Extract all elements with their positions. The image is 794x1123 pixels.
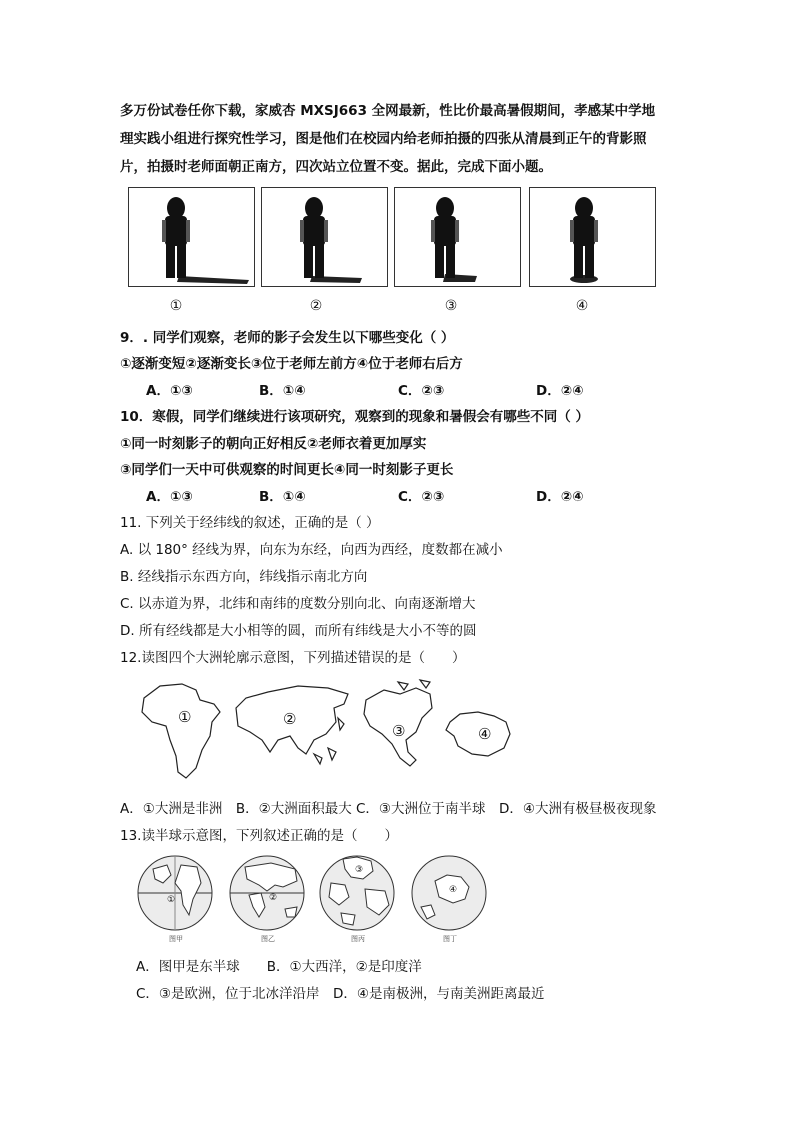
q12-stem: 12.读图四个大洲轮廓示意图，下列描述错误的是（ ） xyxy=(120,650,466,666)
globe-yi xyxy=(230,856,304,930)
shadow-photo-3 xyxy=(394,187,521,287)
q13-options-line-2[interactable]: C．③是欧洲，位于北冰洋沿岸 D．④是南极洲，与南美洲距离最近 xyxy=(136,986,545,1002)
q13-stem: 13.读半球示意图，下列叙述正确的是（ ） xyxy=(120,828,398,844)
q10-statements-2: ③同学们一天中可供观察的时间更长④同一时刻影子更长 xyxy=(120,462,454,478)
q9-statements: ①逐渐变短②逐渐变长③位于老师左前方④位于老师右后方 xyxy=(120,356,463,372)
q9-option-b[interactable]: B．①④ xyxy=(259,383,306,399)
photo-label-3: ③ xyxy=(444,298,458,314)
globe-number-4: ④ xyxy=(449,885,458,895)
q9-stem: 9．. 同学们观察，老师的影子会发生以下哪些变化（ ） xyxy=(120,330,455,346)
photo-label-2: ② xyxy=(309,298,323,314)
map-label-2: ② xyxy=(283,710,297,728)
q10-stem: 10．寒假，同学们继续进行该项研究，观察到的现象和暑假会有哪些不同（ ） xyxy=(120,409,589,425)
map-label-1: ① xyxy=(178,708,192,726)
q9-option-d[interactable]: D．②④ xyxy=(536,383,584,399)
photo-label-1: ① xyxy=(169,298,183,314)
intro-line-2: 理实践小组进行探究性学习，图是他们在校园内给老师拍摄的四张从清晨到正午的背影照 xyxy=(120,131,647,147)
q13-options-line-1[interactable]: A．图甲是东半球 B．①大西洋，②是印度洋 xyxy=(136,959,422,975)
globe-caption-ding: 图丁 xyxy=(443,935,457,943)
globe-number-1: ① xyxy=(167,895,176,905)
intro-line-3: 片，拍摄时老师面朝正南方，四次站立位置不变。据此，完成下面小题。 xyxy=(120,159,552,175)
shadow-photo-2 xyxy=(261,187,388,287)
q10-option-c[interactable]: C．②③ xyxy=(398,489,445,505)
hemisphere-globes-figure xyxy=(135,855,495,935)
intro-line-1: 多万份试卷任你下载，家威杏 MXSJ663 全网最新，性比价最高暑假期间，孝感某中学地 xyxy=(120,103,656,119)
q10-option-d[interactable]: D．②④ xyxy=(536,489,584,505)
q12-options[interactable]: A．①大洲是非洲 B．②大洲面积最大 C．③大洲位于南半球 D．④大洲有极昼极夜现象 xyxy=(120,801,657,817)
africa-outline xyxy=(142,684,220,778)
globe-number-3: ③ xyxy=(355,865,364,875)
q10-option-b[interactable]: B．①④ xyxy=(259,489,306,505)
map-label-3: ③ xyxy=(392,722,406,740)
q11-stem: 11. 下列关于经纬线的叙述，正确的是（ ） xyxy=(120,515,380,531)
shadow-photo-4 xyxy=(529,187,656,287)
q11-option-b[interactable]: B. 经线指示东西方向，纬线指示南北方向 xyxy=(120,569,368,585)
q11-option-a[interactable]: A. 以 180° 经线为界，向东为东经，向西为西经，度数都在减小 xyxy=(120,542,503,558)
globe-number-2: ② xyxy=(269,893,278,903)
continent-outlines-figure xyxy=(138,678,528,788)
map-label-4: ④ xyxy=(478,725,492,743)
shadow-photo-1 xyxy=(128,187,255,287)
q9-option-a[interactable]: A．①③ xyxy=(146,383,193,399)
q10-option-a[interactable]: A．①③ xyxy=(146,489,193,505)
globe-jia xyxy=(138,856,212,930)
q10-statements-1: ①同一时刻影子的朝向正好相反②老师衣着更加厚实 xyxy=(120,436,427,452)
q11-option-c[interactable]: C. 以赤道为界，北纬和南纬的度数分别向北、向南逐渐增大 xyxy=(120,596,476,612)
photo-label-4: ④ xyxy=(575,298,589,314)
q11-option-d[interactable]: D. 所有经线都是大小相等的圆，而所有纬线是大小不等的圆 xyxy=(120,623,477,639)
q9-option-c[interactable]: C．②③ xyxy=(398,383,445,399)
globe-caption-bing: 图丙 xyxy=(351,935,365,943)
globe-caption-jia: 图甲 xyxy=(169,935,183,943)
globe-caption-yi: 图乙 xyxy=(261,935,275,943)
